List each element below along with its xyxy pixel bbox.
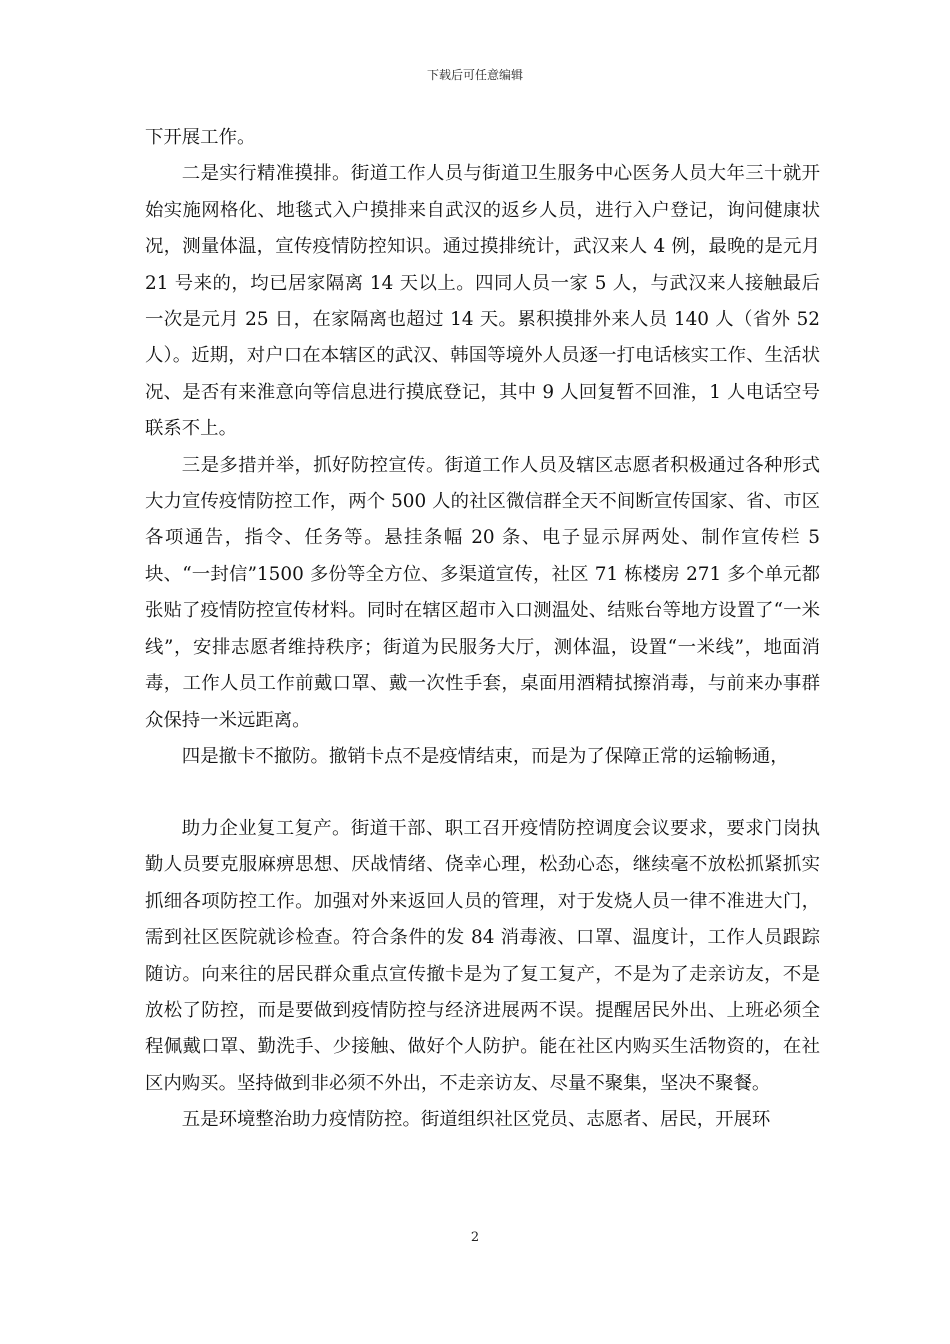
- paragraph-2: 二是实行精准摸排。街道工作人员与街道卫生服务中心医务人员大年三十就开始实施网格化、地毯式入户摸排来自武汉的返乡人员，进行入户登记，询问健康状况，测量体温，宣传疫情防控知识。通过摸排统计，武汉来人 4 例，最晚的是元月 21 号来的，均已居家隔离 14 天以上。四同人员一家 5 人，与武汉来人接触最后一次是元月 25 日，在家隔离也超过 14 天。累积摸排外来人员 140 人（省外 52 人）。近期，对户口在本辖区的武汉、韩国等境外人员逐一打电话核实工作、生活状况、是否有来淮意向等信息进行摸底登记，其中 9 人回复暂不回淮，1 人电话空号联系不上。: [145, 163, 820, 440]
- paragraph-4: 四是撤卡不撤防。撤销卡点不是疫情结束，而是为了保障正常的运输畅通，: [181, 745, 789, 767]
- paragraph-5: 五是环境整治助力疫情防控。街道组织社区党员、志愿者、居民，开展环: [181, 1109, 771, 1131]
- paragraph-3: 三是多措并举，抓好防控宣传。街道工作人员及辖区志愿者积极通过各种形式大力宣传疫情防控工作，两个 500 人的社区微信群全天不间断宣传国家、省、市区各项通告，指令、任务等。悬挂条幅 20 条、电子显示屏两处、制作宣传栏 5 块、“一封信”1500 多份等全方位、多渠道宣传，社区 71 栋楼房 271 多个单元都张贴了疫情防控宣传材料。同时在辖区超市入口测温处、结账台等地方设置了“一米线”，安排志愿者维持秩序；街道为民服务大厅，测体温，设置“一米线”，地面消毒，工作人员工作前戴口罩、戴一次性手套，桌面用酒精拭擦消毒，与前来办事群众保持一米远距离。: [145, 454, 820, 731]
- body-text-upper: [145, 120, 820, 775]
- paragraph-4-continued: 助力企业复工复产。街道干部、职工召开疫情防控调度会议要求，要求门岗执勤人员要克服麻痹思想、厌战情绪、侥幸心理，松劲心态，继续毫不放松抓紧抓实抓细各项防控工作。加强对外来返回人员的管理，对于发烧人员一律不准进大门，需到社区医院就诊检查。符合条件的发 84 消毒液、口罩、温度计，工作人员跟踪随访。向来往的居民群众重点宣传撤卡是为了复工复产，不是为了走亲访友，不是放松了防控，而是要做到疫情防控与经济进展两不误。提醒居民外出、上班必须全程佩戴口罩、勤洗手、少接触、做好个人防护。能在社区内购买生活物资的，在社区内购买。坚持做到非必须不外出，不走亲访友、尽量不聚集，坚决不聚餐。: [145, 818, 820, 1094]
- paragraph-continuation: 下开展工作。: [145, 127, 256, 148]
- page-number: 2: [470, 1230, 480, 1245]
- body-text-lower: [145, 811, 820, 1139]
- page-header: 下载后可任意编辑: [426, 68, 523, 82]
